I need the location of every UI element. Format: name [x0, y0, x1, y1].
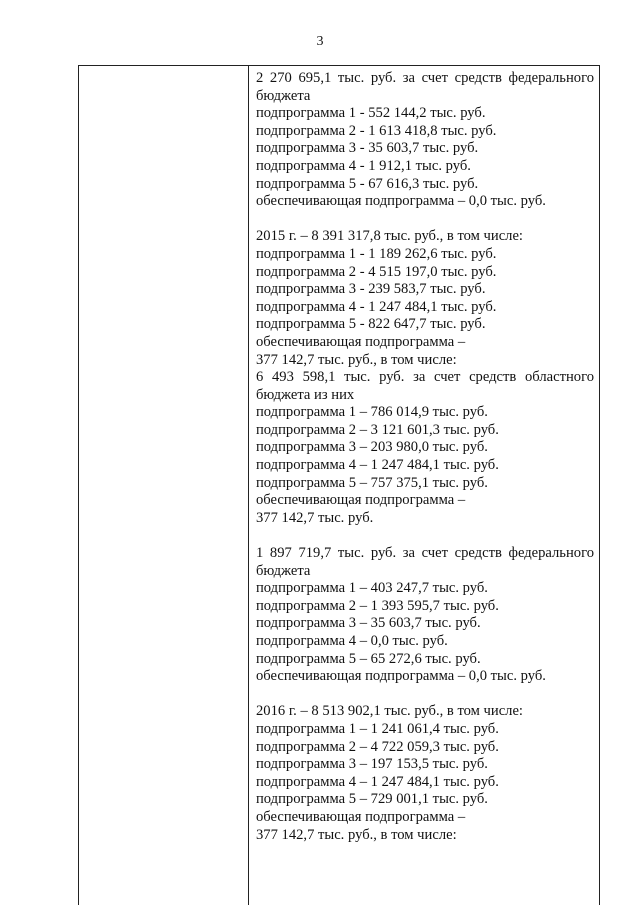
support-subprogram-line: обеспечивающая подпрограмма – 0,0 тыс. руб.	[256, 668, 546, 685]
text-line: бюджета	[256, 562, 311, 579]
subprogram-line: подпрограмма 4 - 1 912,1 тыс. руб.	[256, 157, 471, 174]
spacer	[256, 527, 594, 545]
subprogram-line: подпрограмма 2 – 4 722 059,3 тыс. руб.	[256, 738, 499, 755]
subprogram-line: подпрограмма 3 – 197 153,5 тыс. руб.	[256, 756, 488, 773]
subprogram-line: подпрограмма 1 - 552 144,2 тыс. руб.	[256, 105, 486, 122]
subprogram-line: подпрограмма 1 – 1 241 061,4 тыс. руб.	[256, 720, 499, 737]
subprogram-line: подпрограмма 5 - 67 616,3 тыс. руб.	[256, 175, 479, 192]
subprogram-line: подпрограмма 4 – 0,0 тыс. руб.	[256, 633, 448, 649]
subprogram-line: подпрограмма 2 - 4 515 197,0 тыс. руб.	[256, 263, 497, 280]
subprogram-line: подпрограмма 2 – 1 393 595,7 тыс. руб.	[256, 597, 499, 614]
support-subprogram-line: обеспечивающая подпрограмма –	[256, 492, 466, 509]
subprogram-line: подпрограмма 4 – 1 247 484,1 тыс. руб.	[256, 773, 499, 790]
subprogram-line: подпрограмма 4 – 1 247 484,1 тыс. руб.	[256, 457, 499, 474]
regional-budget-line: 6 493 598,1 тыс. руб. за счет средств областного	[256, 369, 594, 386]
subprogram-line: подпрограмма 5 – 757 375,1 тыс. руб.	[256, 474, 488, 491]
spacer	[256, 211, 594, 229]
federal-budget-line: 2 270 695,1 тыс. руб. за счет средств федерального	[256, 70, 594, 86]
subprogram-line: подпрограмма 5 – 65 272,6 тыс. руб.	[256, 650, 481, 667]
subprogram-line: подпрограмма 2 – 3 121 601,3 тыс. руб.	[256, 421, 499, 438]
subprogram-line: подпрограмма 1 - 1 189 262,6 тыс. руб.	[256, 245, 497, 262]
support-subprogram-amount: 377 142,7 тыс. руб., в том числе:	[256, 826, 457, 843]
text-line: бюджета	[256, 87, 311, 104]
support-subprogram-line: обеспечивающая подпрограмма – 0,0 тыс. руб.	[256, 193, 546, 210]
page-number: 3	[316, 34, 324, 49]
text-line: бюджета из них	[256, 386, 355, 403]
subprogram-line: подпрограмма 3 - 239 583,7 тыс. руб.	[256, 281, 486, 298]
support-subprogram-line: обеспечивающая подпрограмма –	[256, 333, 466, 350]
subprogram-line: подпрограмма 4 - 1 247 484,1 тыс. руб.	[256, 298, 497, 315]
support-subprogram-amount: 377 142,7 тыс. руб.	[256, 509, 374, 526]
year-total-line: 2016 г. – 8 513 902,1 тыс. руб., в том числе:	[256, 703, 523, 720]
federal-budget-line: 1 897 719,7 тыс. руб. за счет средств федерального	[256, 545, 594, 562]
support-subprogram-amount: 377 142,7 тыс. руб., в том числе:	[256, 351, 457, 368]
subprogram-line: подпрограмма 3 - 35 603,7 тыс. руб.	[256, 140, 479, 157]
subprogram-line: подпрограмма 3 – 35 603,7 тыс. руб.	[256, 615, 481, 632]
support-subprogram-line: обеспечивающая подпрограмма –	[256, 808, 466, 825]
budget-table	[78, 65, 600, 905]
spacer	[256, 686, 594, 704]
subprogram-line: подпрограмма 5 - 822 647,7 тыс. руб.	[256, 316, 486, 333]
table-left-cell	[79, 66, 249, 905]
table-right-cell	[249, 66, 599, 905]
year-total-line: 2015 г. – 8 391 317,8 тыс. руб., в том числе:	[256, 228, 523, 245]
subprogram-line: подпрограмма 2 - 1 613 418,8 тыс. руб.	[256, 122, 497, 139]
subprogram-line: подпрограмма 1 – 403 247,7 тыс. руб.	[256, 580, 488, 597]
subprogram-line: подпрограмма 3 – 203 980,0 тыс. руб.	[256, 439, 488, 456]
subprogram-line: подпрограмма 1 – 786 014,9 тыс. руб.	[256, 404, 488, 421]
subprogram-line: подпрограмма 5 – 729 001,1 тыс. руб.	[256, 791, 488, 808]
